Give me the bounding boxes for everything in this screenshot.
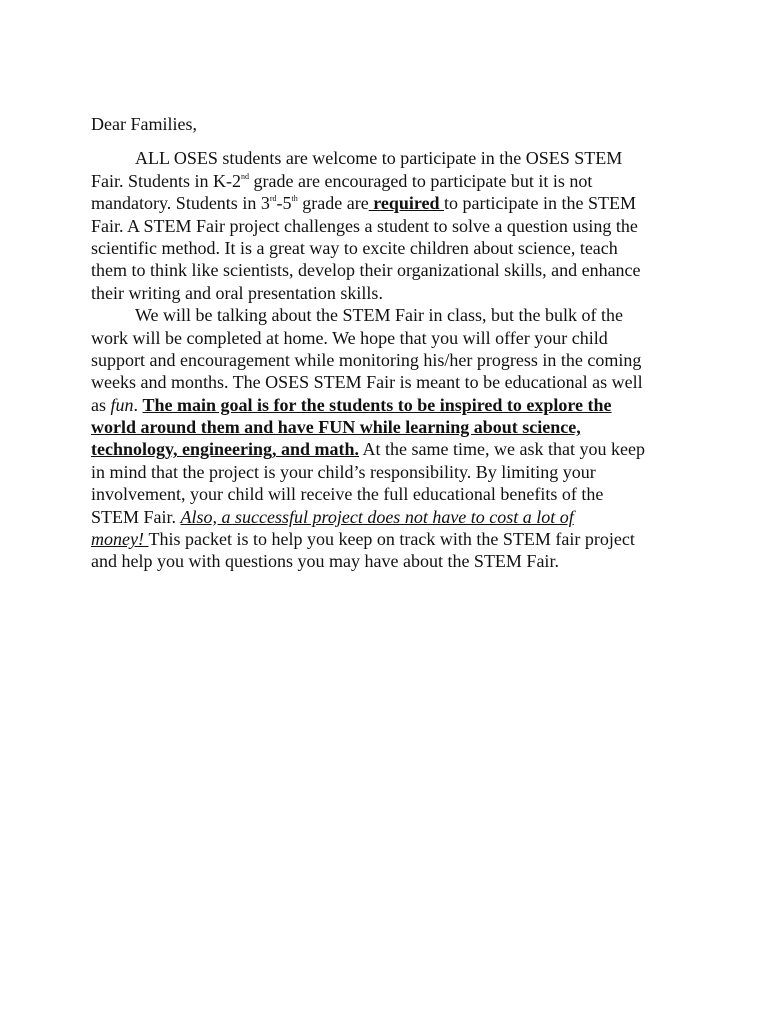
- p2-line-5: [91, 394, 691, 416]
- p1-line-3-text-c: grade are: [297, 193, 369, 214]
- fun-emphasis: fun: [110, 394, 134, 415]
- p2-line-11: [91, 528, 691, 550]
- p1-line-6: them to think like scientists, develop their organizational skills, and enhance: [91, 260, 641, 281]
- p2-line-7: [91, 438, 691, 460]
- p2-line-6: [91, 416, 691, 438]
- superscript-nd: nd: [241, 171, 250, 181]
- superscript-th: th: [291, 194, 298, 204]
- p2-line-1: We will be talking about the STEM Fair in class, but the bulk of the: [135, 305, 623, 326]
- superscript-rd: rd: [269, 194, 277, 204]
- p2-line-5-text-a: as: [91, 394, 111, 415]
- paragraph-1: [91, 147, 691, 304]
- main-goal-emphasis-2: world around them and have FUN while learning about science,: [91, 417, 581, 438]
- p2-line-11-text-b: This packet is to help you keep on track with the STEM fair project: [148, 529, 635, 550]
- p1-line-1: ALL OSES students are welcome to participate in the OSES STEM: [135, 148, 623, 169]
- cost-note-emphasis-2: money!: [91, 529, 149, 550]
- p2-line-10: [91, 506, 691, 528]
- p1-line-3-text-a: mandatory. Students in 3: [91, 193, 270, 214]
- p1-line-5: scientific method. It is a great way to excite children about science, teach: [91, 237, 618, 258]
- p1-line-3: [91, 192, 691, 214]
- required-emphasis: required: [368, 193, 445, 214]
- letter-body: [91, 113, 691, 573]
- p1-line-2-text-b: grade are encouraged to participate but it is not: [249, 170, 593, 191]
- p2-line-10-text-a: STEM Fair.: [91, 506, 181, 527]
- main-goal-emphasis-1: The main goal is for the students to be inspired to explore the: [142, 394, 612, 415]
- cost-note-emphasis-1: Also, a successful project does not have to cost a lot of: [180, 506, 574, 527]
- main-goal-emphasis-3: technology, engineering, and math.: [91, 439, 360, 460]
- p2-line-4: weeks and months. The OSES STEM Fair is meant to be educational as well: [91, 372, 643, 393]
- p2-line-5-text-b: .: [133, 394, 143, 415]
- p1-line-2: [91, 170, 691, 192]
- p2-line-9: involvement, your child will receive the full educational benefits of the: [91, 484, 604, 505]
- p1-line-3-text-d: to participate in the STEM: [444, 193, 636, 214]
- salutation: Dear Families,: [91, 114, 197, 134]
- p1-line-7: their writing and oral presentation skills.: [91, 282, 383, 303]
- p2-line-7-text-b: At the same time, we ask that you keep: [359, 439, 645, 460]
- p1-line-3-text-b: -5: [276, 193, 292, 214]
- p2-line-12: and help you with questions you may have about the STEM Fair.: [91, 551, 559, 572]
- p2-line-3: support and encouragement while monitoring his/her progress in the coming: [91, 349, 642, 370]
- p2-line-8: in mind that the project is your child’s responsibility. By limiting your: [91, 461, 596, 482]
- p2-line-2: work will be completed at home. We hope that you will offer your child: [91, 327, 608, 348]
- p1-line-4: Fair. A STEM Fair project challenges a student to solve a question using the: [91, 215, 638, 236]
- p1-line-2-text-a: Fair. Students in K-2: [91, 170, 242, 191]
- paragraph-2: [91, 304, 691, 573]
